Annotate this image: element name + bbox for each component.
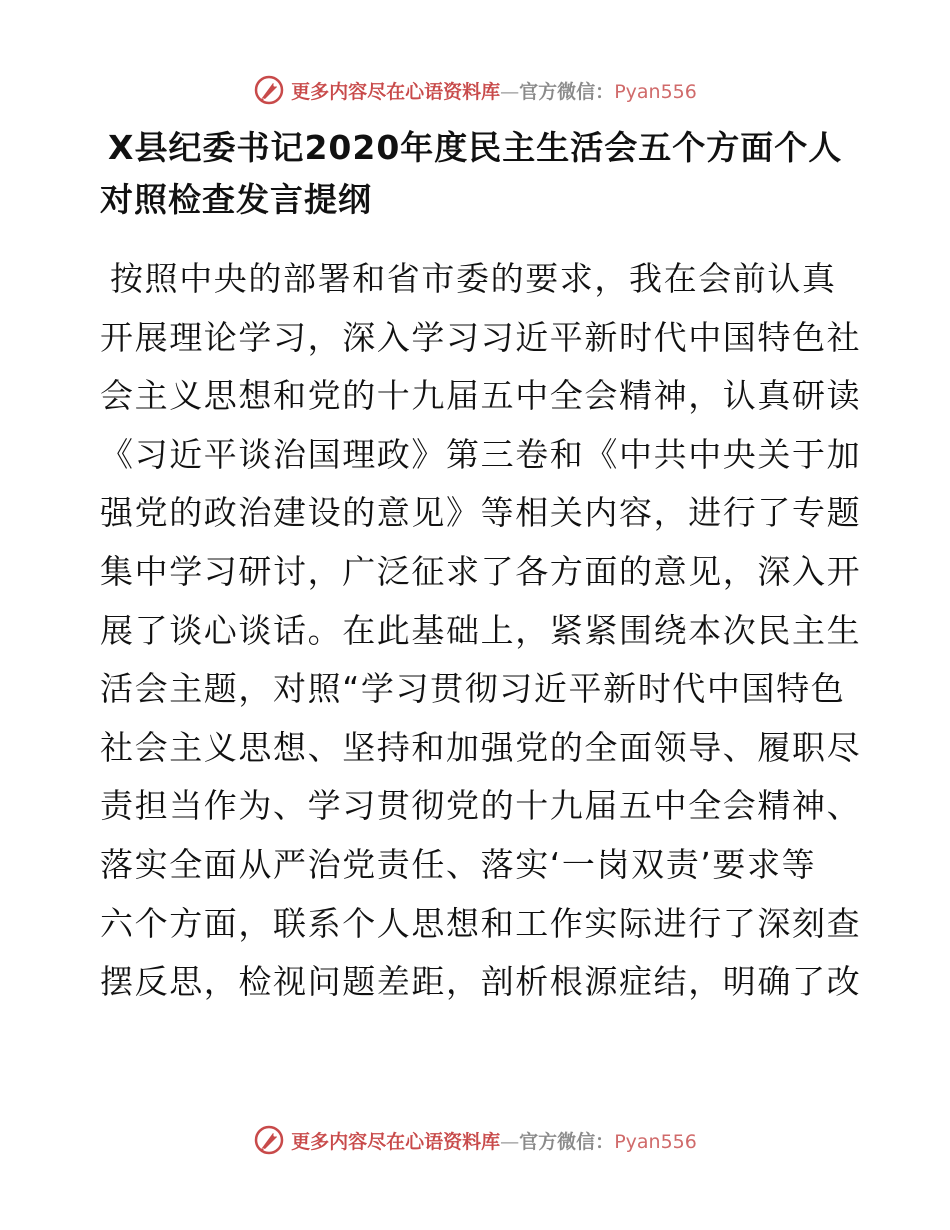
watermark-official-label: 官方微信： xyxy=(519,1130,615,1153)
watermark-text xyxy=(291,77,697,104)
watermark-brand: 更多内容尽在心语资料库 xyxy=(291,80,501,103)
pen-nib-logo-icon xyxy=(253,74,285,106)
watermark-official-label: 官方微信： xyxy=(519,80,615,103)
header-watermark xyxy=(0,70,950,110)
body-line: 责担当作为、学习贯彻党的十九届五中全会精神、 xyxy=(100,786,862,826)
body-line: 社会主义思想、坚持和加强党的全面领导、履职尽 xyxy=(100,727,862,767)
watermark-dash: — xyxy=(500,80,520,103)
title-line: 对照检查发言提纲 xyxy=(100,180,372,219)
footer-watermark xyxy=(0,1120,950,1160)
body-line: 强党的政治建设的意见》等相关内容，进行了专题 xyxy=(100,493,862,533)
body-line: 会主义思想和党的十九届五中全会精神，认真研读 xyxy=(100,376,862,416)
body-line: 集中学习研讨，广泛征求了各方面的意见，深入开 xyxy=(100,551,862,591)
pen-nib-logo-icon xyxy=(253,1124,285,1156)
document-body xyxy=(100,250,860,1012)
document-title xyxy=(100,122,860,226)
body-line: 六个方面，联系个人思想和工作实际进行了深刻查 xyxy=(100,903,862,943)
body-line: 落实全面从严治党责任、落实‘一岗双责’要求等 xyxy=(100,844,817,884)
body-line: 展了谈心谈话。在此基础上，紧紧围绕本次民主生 xyxy=(100,610,862,650)
body-line: 摆反思，检视问题差距，剖析根源症结，明确了改 xyxy=(100,962,862,1002)
watermark-account: Pyan556 xyxy=(614,80,697,103)
title-line: X县纪委书记2020年度民主生活会五个方面个人 xyxy=(108,128,843,167)
body-line: 活会主题，对照“学习贯彻习近平新时代中国特色 xyxy=(100,669,846,709)
body-line: 开展理论学习，深入学习习近平新时代中国特色社 xyxy=(100,317,862,357)
watermark-text xyxy=(291,1127,697,1154)
watermark-account: Pyan556 xyxy=(614,1130,697,1153)
watermark-dash: — xyxy=(500,1130,520,1153)
body-line: 按照中央的部署和省市委的要求，我在会前认真 xyxy=(110,259,837,298)
watermark-brand: 更多内容尽在心语资料库 xyxy=(291,1130,501,1153)
body-line: 《习近平谈治国理政》第三卷和《中共中央关于加 xyxy=(100,434,862,474)
